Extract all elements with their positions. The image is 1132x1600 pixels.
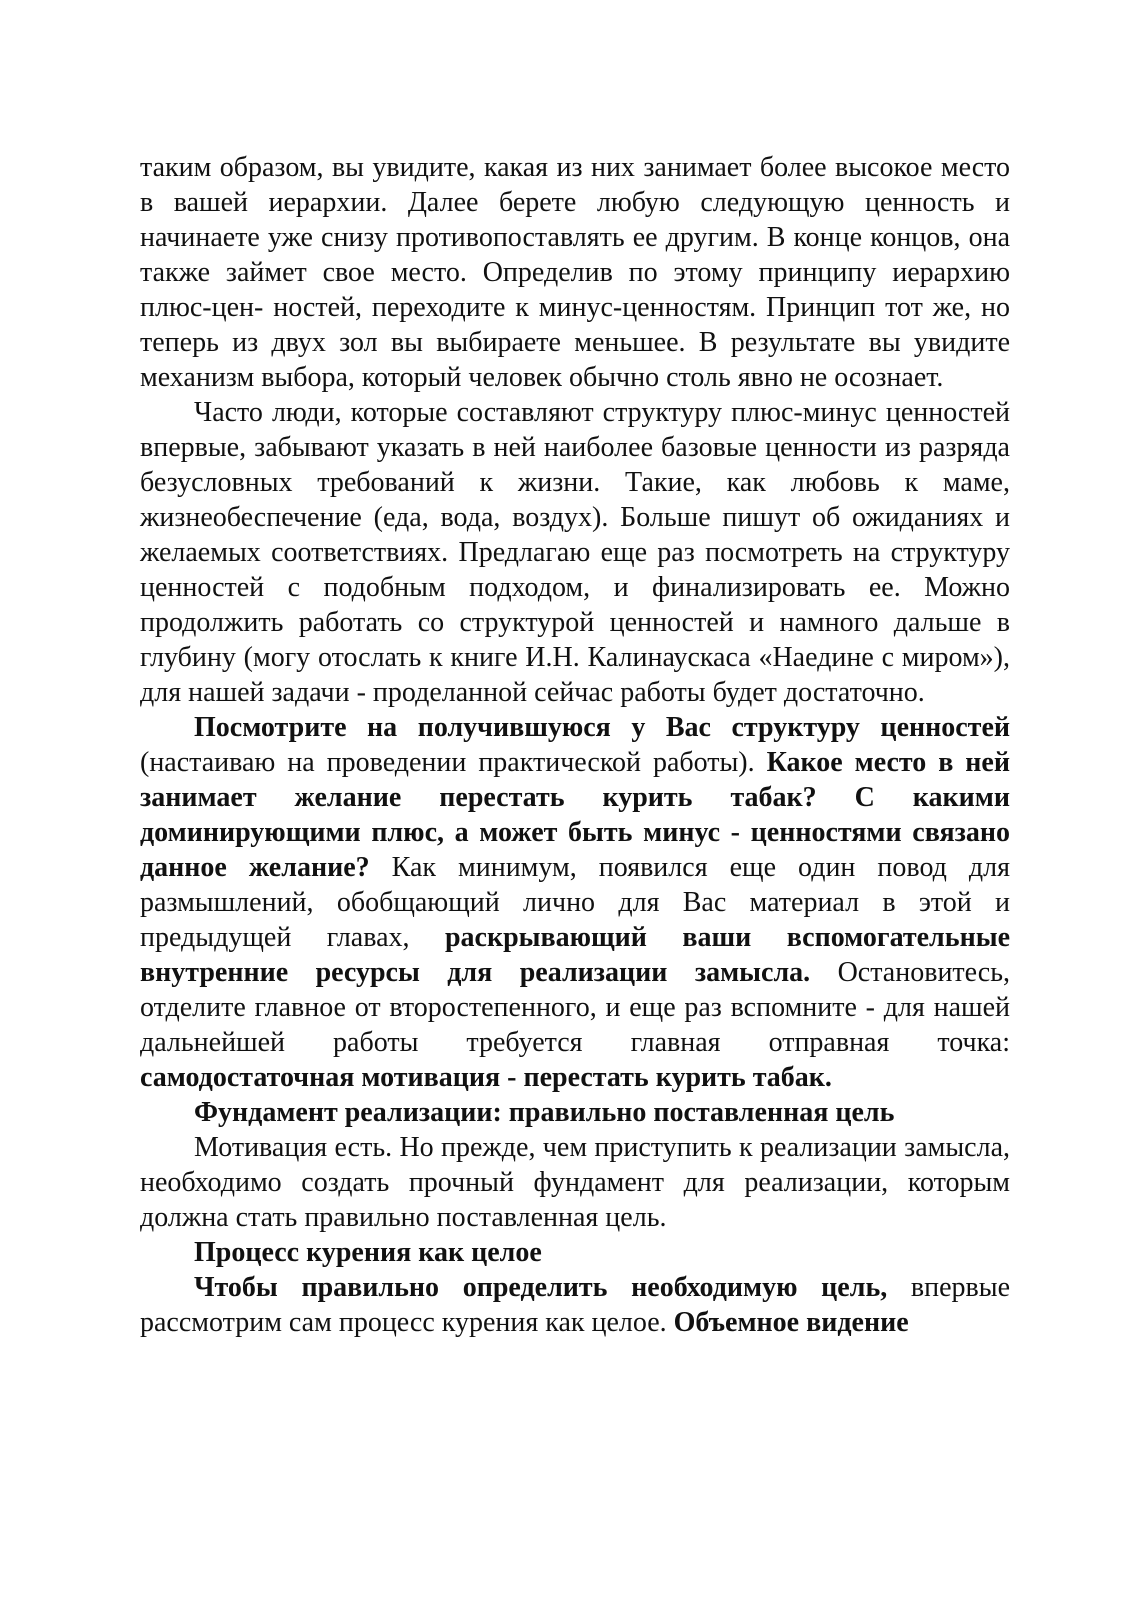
section-heading-foundation: Фундамент реализации: правильно поставленная цель bbox=[194, 1097, 895, 1128]
text-span: Остановитесь, отделите главное от второстепенного, и еще раз вспомните - для нашей дальнейшей работы требуется главная отправная точка: bbox=[140, 957, 1010, 1058]
bold-phrase: Чтобы правильно определить необходимую цель, bbox=[194, 1272, 888, 1303]
bold-phrase: самодостаточная мотивация - перестать курить табак. bbox=[140, 1062, 832, 1093]
paragraph-3 bbox=[140, 710, 1010, 1095]
section-heading-smoking-process: Процесс курения как целое bbox=[194, 1237, 542, 1268]
paragraph-5 bbox=[140, 1270, 1010, 1340]
bold-phrase: Посмотрите на получившуюся у Вас структуру ценностей bbox=[194, 712, 1010, 743]
paragraph-4: Мотивация есть. Но прежде, чем приступить к реализации замысла, необходимо создать прочный фундамент для реализации, которым должна стать правильно поставленная цель. bbox=[140, 1132, 1010, 1233]
text-span: Как минимум, появился еще один повод для размышлений, обобщающий лично для Вас материал в этой и предыдущей главах, bbox=[140, 852, 1010, 953]
bold-phrase: Какое место в ней занимает желание перестать курить табак? С какими доминирующими плюс, а может быть минус - ценностями связано данное желание? bbox=[140, 747, 1010, 883]
text-span: (настаиваю на проведении практической работы). bbox=[140, 747, 767, 778]
bold-phrase: раскрывающий ваши вспомогательные внутренние ресурсы для реализации замысла. bbox=[140, 922, 1010, 988]
paragraph-1: таким образом, вы увидите, какая из них занимает более высокое место в вашей иерархии. Далее берете любую следующую ценность и начинаете уже снизу противопоставлять ее другим. В конце концов, она также займет свое место. Определив по этому принципу иерархию плюс-цен- ностей, переходите к минус-ценностям. Принцип тот же, но теперь из двух зол вы выбираете меньшее. В результате вы увидите механизм выбора, который человек обычно столь явно не осознает. bbox=[140, 152, 1010, 393]
text-span: впервые рассмотрим сам процесс курения как целое. bbox=[140, 1272, 1010, 1338]
bold-phrase: Объемное видение bbox=[673, 1307, 909, 1338]
paragraph-2: Часто люди, которые составляют структуру плюс-минус ценностей впервые, забывают указать в ней наиболее базовые ценности из разряда безусловных требований к жизни. Такие, как любовь к маме, жизнеобеспечение (еда, вода, воздух). Больше пишут об ожиданиях и желаемых соответствиях. Предлагаю еще раз посмотреть на структуру ценностей с подобным подходом, и финализировать ее. Можно продолжить работать со структурой ценностей и намного дальше в глубину (могу отослать к книге И.Н. Калинаускаса «Наедине с миром»), для нашей задачи - проделанной сейчас работы будет достаточно. bbox=[140, 397, 1010, 708]
